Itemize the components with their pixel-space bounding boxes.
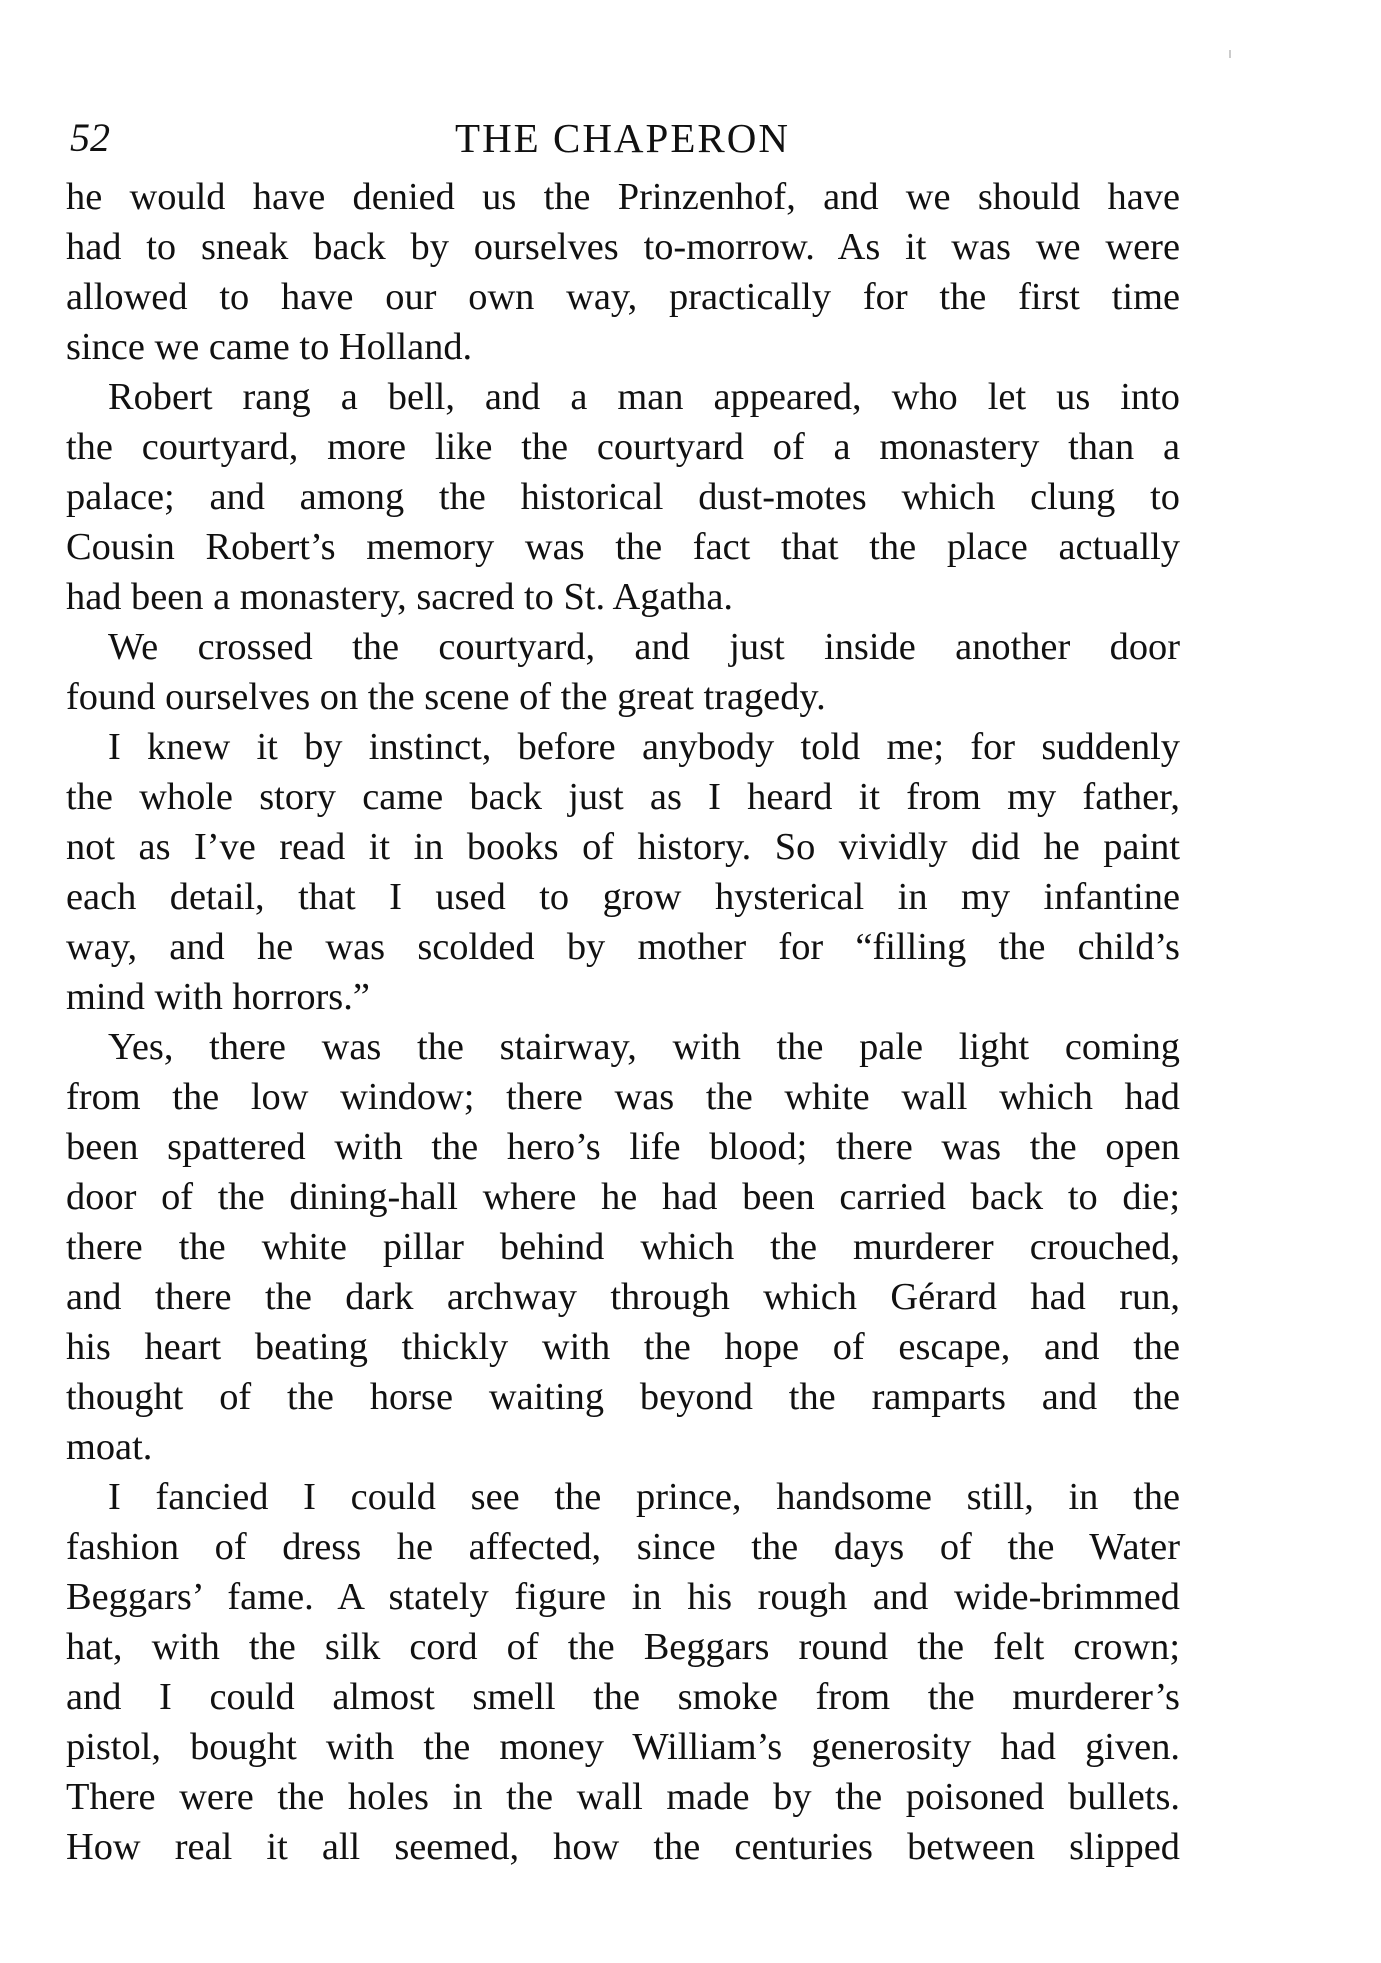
text-line: I knew it by instinct, before anybody told me; for suddenly	[108, 726, 1180, 768]
text-line: had been a monastery, sacred to St. Agatha.	[66, 576, 733, 618]
text-line: Yes, there was the stairway, with the pale light coming	[108, 1026, 1180, 1068]
text-line: been spattered with the hero’s life blood; there was the open	[66, 1126, 1180, 1168]
text-line: found ourselves on the scene of the great tragedy.	[66, 676, 826, 718]
text-line: had to sneak back by ourselves to-morrow. As it was we were	[66, 226, 1180, 268]
text-line: Robert rang a bell, and a man appeared, who let us into	[108, 376, 1180, 418]
text-line: hat, with the silk cord of the Beggars round the felt crown;	[66, 1626, 1180, 1668]
text-line: and there the dark archway through which Gérard had run,	[66, 1276, 1180, 1318]
text-line: and I could almost smell the smoke from the murderer’s	[66, 1676, 1180, 1718]
text-line: We crossed the courtyard, and just inside another door	[108, 626, 1180, 668]
paragraph	[66, 622, 1180, 722]
text-line: from the low window; there was the white wall which had	[66, 1076, 1180, 1118]
text-line: he would have denied us the Prinzenhof, and we should have	[66, 176, 1180, 218]
text-line: not as I’ve read it in books of history. So vividly did he paint	[66, 826, 1180, 868]
text-line: allowed to have our own way, practically for the first time	[66, 276, 1180, 318]
paragraph	[66, 1472, 1180, 1872]
text-line: each detail, that I used to grow hysterical in my infantine	[66, 876, 1180, 918]
page-number: 52	[70, 115, 110, 160]
text-line: There were the holes in the wall made by the poisoned bullets.	[66, 1776, 1180, 1818]
paragraph	[66, 172, 1180, 372]
text-line: door of the dining-hall where he had been carried back to die;	[66, 1176, 1180, 1218]
text-line: I fancied I could see the prince, handsome still, in the	[108, 1476, 1180, 1518]
text-line: mind with horrors.”	[66, 976, 370, 1018]
running-title: THE CHAPERON	[455, 115, 790, 161]
paragraph	[66, 1022, 1180, 1472]
text-line: thought of the horse waiting beyond the ramparts and the	[66, 1376, 1180, 1418]
paragraph	[66, 722, 1180, 1022]
text-line: since we came to Holland.	[66, 326, 473, 368]
page-header	[70, 108, 1175, 168]
text-line: Cousin Robert’s memory was the fact that the place actually	[66, 526, 1180, 568]
text-line: fashion of dress he affected, since the days of the Water	[66, 1526, 1180, 1568]
text-line: Beggars’ fame. A stately figure in his rough and wide-brimmed	[66, 1576, 1180, 1618]
text-line: the whole story came back just as I heard it from my father,	[66, 776, 1180, 818]
text-line: his heart beating thickly with the hope of escape, and the	[66, 1326, 1180, 1368]
scan-mark	[1229, 50, 1231, 58]
text-line: pistol, bought with the money William’s generosity had given.	[66, 1726, 1180, 1768]
text-line: there the white pillar behind which the murderer crouched,	[66, 1226, 1180, 1268]
text-line: way, and he was scolded by mother for “filling the child’s	[66, 926, 1180, 968]
text-line: How real it all seemed, how the centuries between slipped	[66, 1826, 1180, 1868]
body-text	[66, 172, 1180, 1872]
paragraph	[66, 372, 1180, 622]
text-line: moat.	[66, 1426, 153, 1468]
text-line: palace; and among the historical dust-motes which clung to	[66, 476, 1180, 518]
text-line: the courtyard, more like the courtyard of a monastery than a	[66, 426, 1180, 468]
